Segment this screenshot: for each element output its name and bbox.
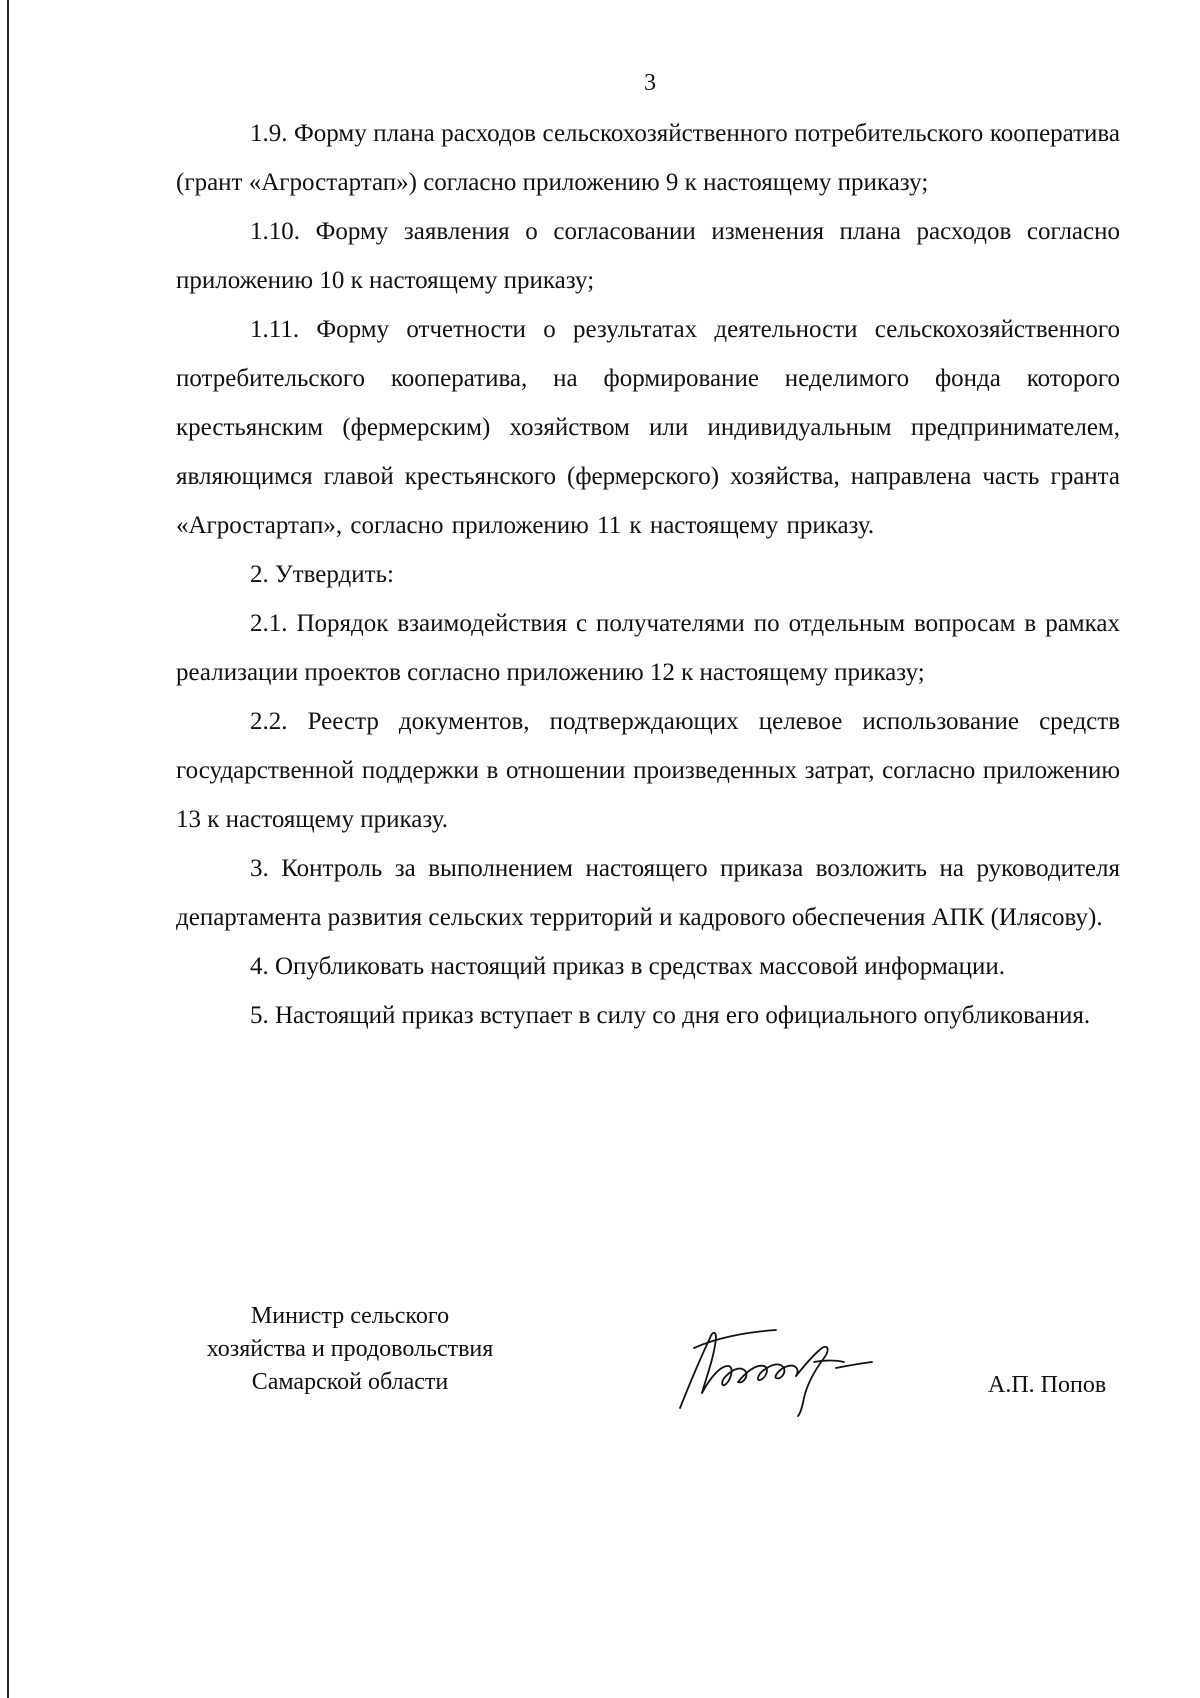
signer-position — [150, 1300, 550, 1399]
paragraph-5: 5. Настоящий приказ вступает в силу со дня его официального опубликования. — [250, 1002, 1091, 1029]
handwritten-signature-icon — [676, 1318, 886, 1418]
left-margin-rule — [7, 0, 9, 1698]
position-line: хозяйства и продовольствия — [206, 1336, 494, 1362]
page-number: 3 — [644, 70, 656, 96]
paragraph-3: 3. Контроль за выполнением настоящего приказа возложить на руководителя департамента развития сельских территорий и кадрового обеспечения АПК (Илясову). — [176, 855, 1127, 931]
paragraph-4: 4. Опубликовать настоящий приказ в средствах массовой информации. — [250, 953, 1006, 980]
position-line: Самарской области — [251, 1369, 449, 1395]
paragraph-2-2: 2.2. Реестр документов, подтверждающих целевое использование средств государственной поддержки в отношении произведенных затрат, согласно приложению 13 к настоящему приказу. — [176, 708, 1127, 833]
paragraph-1-9: 1.9. Форму плана расходов сельскохозяйственного потребительского кооператива (грант «Агростартап») согласно приложению 9 к настоящему приказу; — [176, 120, 1127, 196]
paragraph-1-11: 1.11. Форму отчетности о результатах деятельности сельскохозяйственного потребительского кооператива, на формирование неделимого фонда которого крестьянским (фермерским) хозяйством или индивидуальным предпринимателем, являющимся главой крестьянского (фермерского) хозяйства, направлена часть гранта «Агростартап», согласно приложению 11 к настоящему приказу. — [176, 316, 1129, 539]
document-body — [176, 109, 1129, 1040]
signer-name: А.П. Попов — [988, 1372, 1107, 1398]
paragraph-2: 2. Утвердить: — [250, 561, 394, 588]
paragraph-1-10: 1.10. Форму заявления о согласовании изменения плана расходов согласно приложению 10 к настоящему приказу; — [176, 218, 1127, 294]
position-line: Министр сельского — [250, 1303, 450, 1329]
paragraph-2-1: 2.1. Порядок взаимодействия с получателями по отдельным вопросам в рамках реализации проектов согласно приложению 12 к настоящему приказу; — [176, 610, 1127, 686]
